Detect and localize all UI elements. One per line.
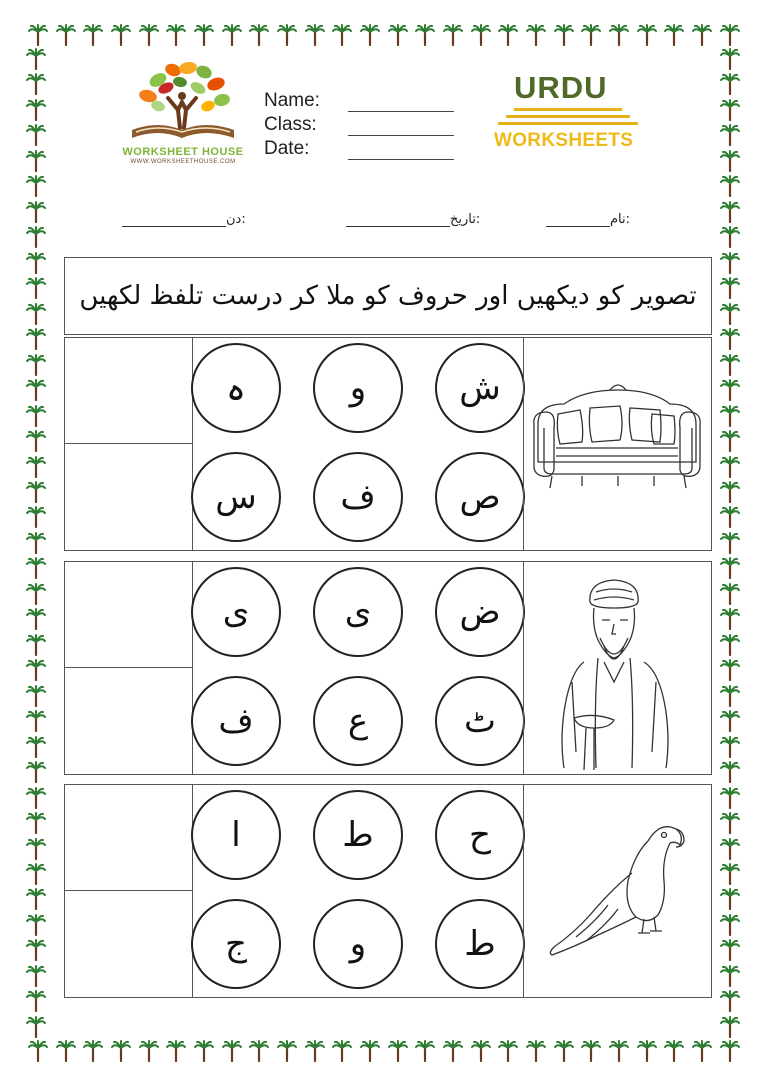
palm-tree-icon — [28, 24, 48, 46]
palm-tree-icon — [443, 24, 463, 46]
urdu-day-line[interactable] — [122, 210, 226, 227]
palm-tree-icon — [720, 150, 740, 172]
palm-tree-icon — [111, 1040, 131, 1062]
palm-tree-icon — [526, 1040, 546, 1062]
urdu-date-field[interactable] — [346, 210, 480, 227]
palm-tree-icon — [111, 24, 131, 46]
border-top — [28, 24, 740, 48]
palm-tree-icon — [554, 1040, 574, 1062]
answer-box[interactable] — [65, 668, 192, 774]
urdu-name-field[interactable] — [546, 210, 630, 227]
palm-tree-icon — [720, 965, 740, 987]
urdu-date-label: تاریخ: — [450, 212, 481, 227]
palm-tree-icon — [720, 430, 740, 452]
palm-tree-icon — [360, 24, 380, 46]
palm-tree-icon — [720, 277, 740, 299]
palm-tree-icon — [720, 354, 740, 376]
palm-tree-icon — [720, 481, 740, 503]
palm-tree-icon — [720, 914, 740, 936]
palm-tree-icon — [26, 863, 46, 885]
letter-circle: ف — [191, 676, 281, 766]
letter-circle: و — [313, 343, 403, 433]
urdu-name-line[interactable] — [546, 210, 610, 227]
palm-tree-icon — [26, 73, 46, 95]
class-line[interactable] — [348, 121, 454, 136]
palm-tree-icon — [720, 24, 740, 46]
letter-circle: ی — [313, 567, 403, 657]
picture-column — [523, 338, 711, 550]
badge-subtitle: WORKSHEETS — [494, 130, 634, 151]
palm-tree-icon — [720, 939, 740, 961]
worksheet-house-logo — [118, 58, 248, 168]
urdu-day-label: دن: — [226, 212, 246, 227]
palm-tree-icon — [720, 1040, 740, 1062]
answer-column — [65, 562, 193, 774]
palm-tree-icon — [26, 277, 46, 299]
palm-tree-icon — [26, 430, 46, 452]
palm-tree-icon — [720, 990, 740, 1012]
palm-tree-icon — [26, 685, 46, 707]
badge-bar — [514, 108, 622, 111]
border-right — [720, 48, 742, 1038]
palm-tree-icon — [222, 1040, 242, 1062]
answer-box[interactable] — [65, 444, 192, 550]
letter-circle: ج — [191, 899, 281, 989]
letter-circle: ص — [435, 452, 525, 542]
palm-tree-icon — [664, 24, 684, 46]
date-label: Date: — [264, 138, 310, 159]
palm-tree-icon — [637, 1040, 657, 1062]
palm-tree-icon — [26, 634, 46, 656]
palm-tree-icon — [498, 1040, 518, 1062]
palm-tree-icon — [166, 1040, 186, 1062]
palm-tree-icon — [26, 303, 46, 325]
palm-tree-icon — [194, 1040, 214, 1062]
palm-tree-icon — [720, 99, 740, 121]
palm-tree-icon — [720, 226, 740, 248]
palm-tree-icon — [720, 659, 740, 681]
palm-tree-icon — [26, 659, 46, 681]
palm-tree-icon — [56, 24, 76, 46]
parrot-icon — [524, 785, 710, 997]
palm-tree-icon — [692, 24, 712, 46]
answer-box[interactable] — [65, 338, 192, 444]
letter-circle: ع — [313, 676, 403, 766]
palm-tree-icon — [26, 838, 46, 860]
answer-column — [65, 338, 193, 550]
tree-on-book-icon — [118, 58, 248, 148]
palm-tree-icon — [720, 557, 740, 579]
sofa-icon — [524, 338, 710, 550]
palm-tree-icon — [664, 1040, 684, 1062]
urdu-date-line[interactable] — [346, 210, 450, 227]
palm-tree-icon — [56, 1040, 76, 1062]
palm-tree-icon — [720, 124, 740, 146]
palm-tree-icon — [26, 201, 46, 223]
palm-tree-icon — [720, 812, 740, 834]
urdu-day-field[interactable] — [122, 210, 246, 227]
palm-tree-icon — [554, 24, 574, 46]
letter-circle: ض — [435, 567, 525, 657]
palm-tree-icon — [720, 583, 740, 605]
palm-tree-icon — [305, 24, 325, 46]
palm-tree-icon — [388, 24, 408, 46]
palm-tree-icon — [305, 1040, 325, 1062]
palm-tree-icon — [415, 24, 435, 46]
palm-tree-icon — [720, 634, 740, 656]
palm-tree-icon — [26, 354, 46, 376]
logo-url: WWW.WORKSHEETHOUSE.COM — [130, 159, 236, 165]
letter-circle: ٹ — [435, 676, 525, 766]
letter-circle: و — [313, 899, 403, 989]
palm-tree-icon — [720, 888, 740, 910]
palm-tree-icon — [720, 175, 740, 197]
palm-tree-icon — [26, 812, 46, 834]
palm-tree-icon — [26, 939, 46, 961]
palm-tree-icon — [720, 405, 740, 427]
name-field[interactable] — [264, 88, 454, 112]
urdu-name-label: نام: — [610, 212, 631, 227]
exercise-block — [64, 337, 712, 551]
palm-tree-icon — [720, 710, 740, 732]
palm-tree-icon — [526, 24, 546, 46]
palm-tree-icon — [720, 1016, 740, 1038]
palm-tree-icon — [720, 379, 740, 401]
palm-tree-icon — [637, 24, 657, 46]
palm-tree-icon — [720, 685, 740, 707]
palm-tree-icon — [26, 736, 46, 758]
letter-circle: ف — [313, 452, 403, 542]
palm-tree-icon — [26, 710, 46, 732]
palm-tree-icon — [249, 1040, 269, 1062]
palm-tree-icon — [26, 226, 46, 248]
palm-tree-icon — [720, 787, 740, 809]
answer-box[interactable] — [65, 891, 192, 997]
palm-tree-icon — [720, 532, 740, 554]
palm-tree-icon — [26, 1016, 46, 1038]
palm-tree-icon — [443, 1040, 463, 1062]
palm-tree-icon — [26, 965, 46, 987]
palm-tree-icon — [83, 1040, 103, 1062]
palm-tree-icon — [26, 583, 46, 605]
logo-name: WORKSHEET HOUSE — [122, 146, 244, 158]
palm-tree-icon — [83, 24, 103, 46]
palm-tree-icon — [720, 863, 740, 885]
palm-tree-icon — [28, 1040, 48, 1062]
letter-circle: ط — [313, 790, 403, 880]
picture-column — [523, 562, 711, 774]
letter-circle: ط — [435, 899, 525, 989]
palm-tree-icon — [249, 24, 269, 46]
palm-tree-icon — [692, 1040, 712, 1062]
class-label: Class: — [264, 114, 317, 135]
palm-tree-icon — [720, 608, 740, 630]
palm-tree-icon — [26, 761, 46, 783]
palm-tree-icon — [26, 175, 46, 197]
palm-tree-icon — [26, 481, 46, 503]
palm-tree-icon — [166, 24, 186, 46]
border-left — [26, 48, 48, 1038]
palm-tree-icon — [720, 506, 740, 528]
palm-tree-icon — [720, 48, 740, 70]
palm-tree-icon — [332, 1040, 352, 1062]
answer-box[interactable] — [65, 562, 192, 668]
palm-tree-icon — [720, 761, 740, 783]
date-line[interactable] — [348, 145, 454, 160]
exercise-block — [64, 561, 712, 775]
palm-tree-icon — [720, 838, 740, 860]
date-field[interactable] — [264, 136, 454, 160]
letter-circle: ی — [191, 567, 281, 657]
palm-tree-icon — [26, 405, 46, 427]
letter-circle: ش — [435, 343, 525, 433]
urdu-info-fields — [118, 210, 658, 236]
palm-tree-icon — [26, 328, 46, 350]
palm-tree-icon — [26, 888, 46, 910]
name-label: Name: — [264, 90, 320, 111]
border-bottom — [28, 1040, 740, 1064]
palm-tree-icon — [609, 24, 629, 46]
student-info-fields — [264, 88, 454, 160]
palm-tree-icon — [277, 24, 297, 46]
picture-column — [523, 785, 711, 997]
palm-tree-icon — [332, 24, 352, 46]
palm-tree-icon — [26, 990, 46, 1012]
palm-tree-icon — [720, 73, 740, 95]
palm-tree-icon — [720, 303, 740, 325]
palm-tree-icon — [26, 252, 46, 274]
palm-tree-icon — [139, 1040, 159, 1062]
badge-title: URDU — [514, 70, 608, 105]
palm-tree-icon — [26, 99, 46, 121]
palm-tree-icon — [360, 1040, 380, 1062]
palm-tree-icon — [26, 608, 46, 630]
class-field[interactable] — [264, 112, 454, 136]
palm-tree-icon — [388, 1040, 408, 1062]
palm-tree-icon — [26, 379, 46, 401]
palm-tree-icon — [720, 201, 740, 223]
palm-tree-icon — [194, 24, 214, 46]
palm-tree-icon — [139, 24, 159, 46]
palm-tree-icon — [720, 328, 740, 350]
letter-circle: س — [191, 452, 281, 542]
old-man-icon — [524, 562, 710, 774]
badge-bar — [498, 122, 638, 125]
palm-tree-icon — [609, 1040, 629, 1062]
palm-tree-icon — [581, 1040, 601, 1062]
name-line[interactable] — [348, 97, 454, 112]
palm-tree-icon — [222, 24, 242, 46]
palm-tree-icon — [720, 252, 740, 274]
palm-tree-icon — [26, 48, 46, 70]
exercise-block — [64, 784, 712, 998]
palm-tree-icon — [26, 506, 46, 528]
palm-tree-icon — [720, 456, 740, 478]
letter-circle: ا — [191, 790, 281, 880]
palm-tree-icon — [415, 1040, 435, 1062]
palm-tree-icon — [26, 532, 46, 554]
palm-tree-icon — [26, 456, 46, 478]
letter-circle: ح — [435, 790, 525, 880]
instruction-heading: تصویر کو دیکھیں اور حروف کو ملا کر درست تلفظ لکھیں — [64, 257, 712, 335]
answer-column — [65, 785, 193, 997]
palm-tree-icon — [498, 24, 518, 46]
letter-circle: ہ — [191, 343, 281, 433]
palm-tree-icon — [581, 24, 601, 46]
palm-tree-icon — [26, 914, 46, 936]
palm-tree-icon — [720, 736, 740, 758]
badge-bar — [506, 115, 630, 118]
palm-tree-icon — [26, 124, 46, 146]
palm-tree-icon — [277, 1040, 297, 1062]
palm-tree-icon — [26, 150, 46, 172]
palm-tree-icon — [26, 557, 46, 579]
palm-tree-icon — [471, 24, 491, 46]
urdu-worksheets-badge — [494, 70, 654, 160]
palm-tree-icon — [26, 787, 46, 809]
palm-tree-icon — [471, 1040, 491, 1062]
answer-box[interactable] — [65, 785, 192, 891]
